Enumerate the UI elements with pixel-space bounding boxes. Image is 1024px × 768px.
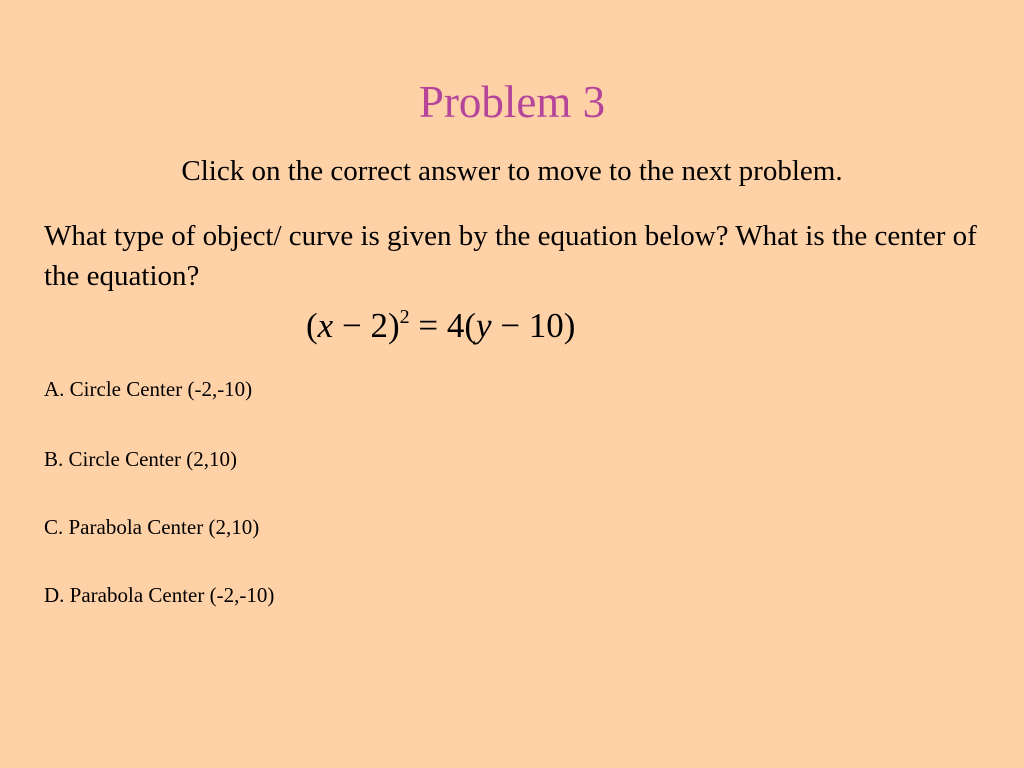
equation xyxy=(306,302,575,350)
equation-equals: = 4( xyxy=(409,306,477,345)
answer-option-d[interactable]: D. Parabola Center (-2,-10) xyxy=(44,583,275,607)
equation-y-term: − 10) xyxy=(491,306,576,345)
answer-option-b[interactable]: B. Circle Center (2,10) xyxy=(44,447,238,471)
equation-exponent: 2 xyxy=(399,306,410,328)
answer-option-c[interactable]: C. Parabola Center (2,10) xyxy=(44,515,260,539)
question-text: What type of object/ curve is given by the equation below? What is the center of the equation? xyxy=(44,220,977,292)
equation-open-paren: ( xyxy=(306,306,318,345)
equation-x-term: − 2) xyxy=(333,306,400,345)
equation-x: x xyxy=(317,306,334,345)
answer-option-a[interactable]: A. Circle Center (-2,-10) xyxy=(44,377,253,401)
slide-title: Problem 3 xyxy=(418,77,606,127)
equation-y: y xyxy=(476,306,492,345)
instruction-text: Click on the correct answer to move to the next problem. xyxy=(181,155,843,187)
